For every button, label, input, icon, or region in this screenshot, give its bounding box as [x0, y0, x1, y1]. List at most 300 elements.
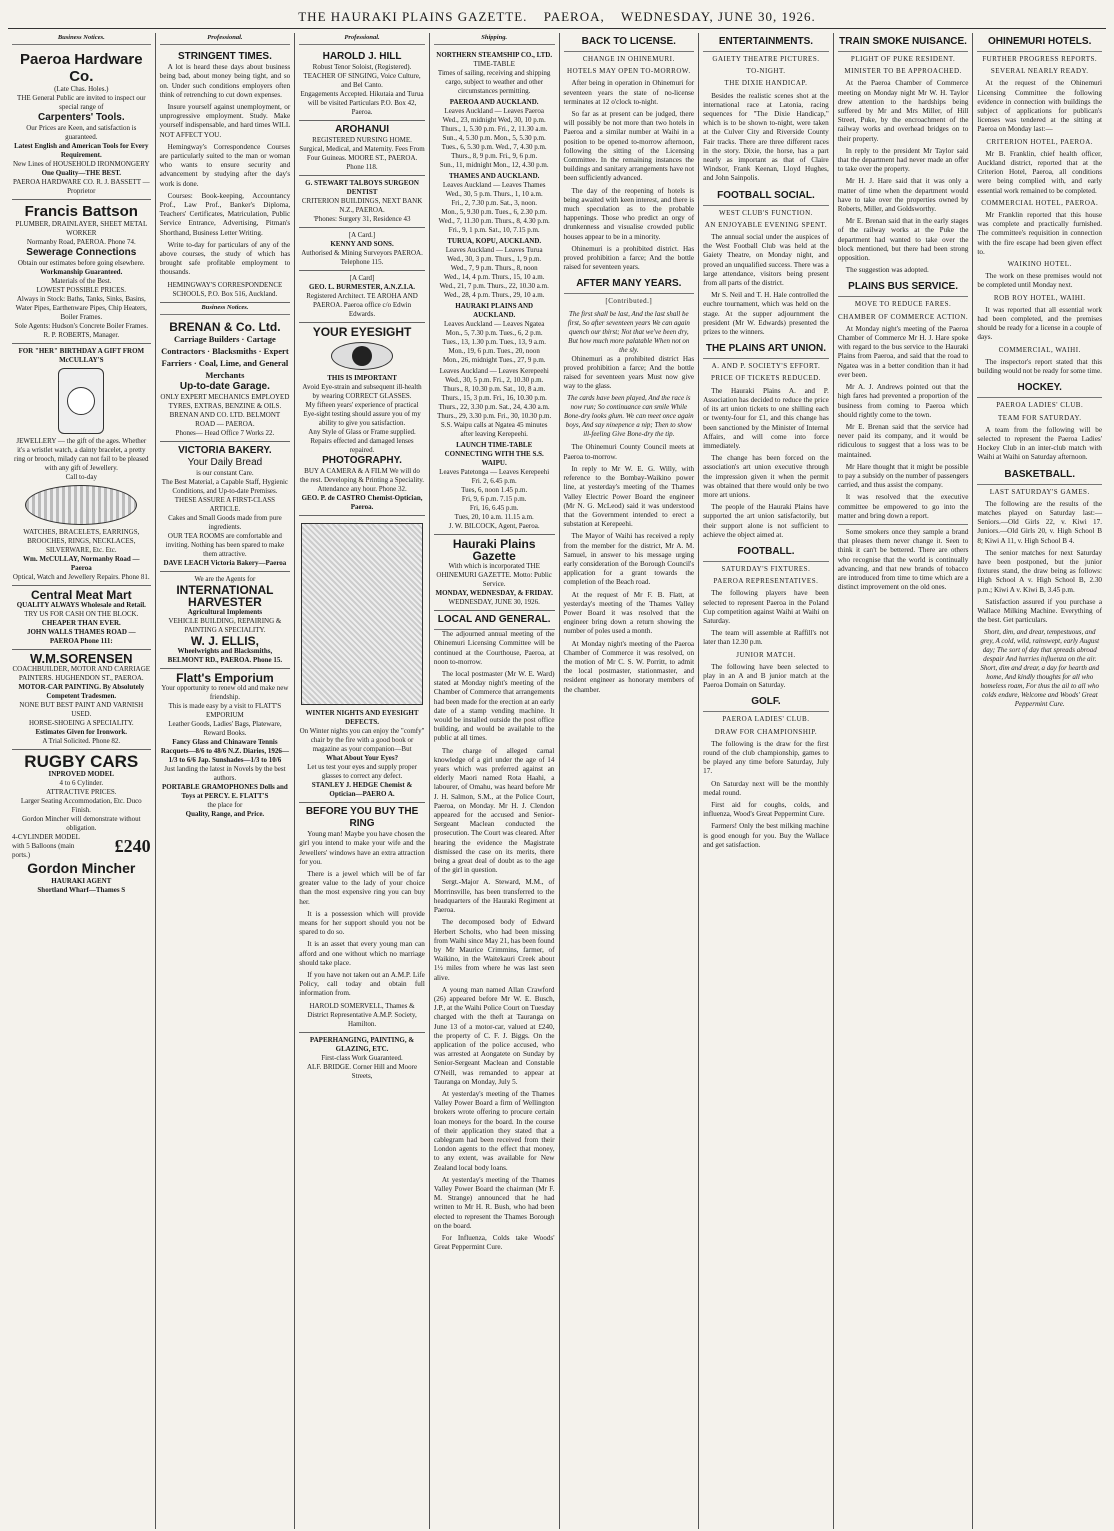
route1-row: Tues., 6, 5.30 p.m. Wed., 7, 4.30 p.m.: [441, 143, 547, 152]
license-p3: The day of the reopening of hotels is being awaited with keen interest, and there is much speculation as to the probable happenings. Those who predict an orgy of drunkenness and visualise crowded public houses appear to be in a minority.: [563, 186, 695, 241]
bakery-bread: Your Daily Bread: [187, 456, 263, 468]
battson-agents: Sole Agents: Hudson's Concrete Boiler Frames.: [14, 322, 149, 331]
art-body: [703, 387, 829, 540]
route4-row: Mon., 26, midnight Tues., 27, 9 p.m.: [442, 356, 546, 365]
fb-sub2: PAEROA REPRESENTATIVES.: [713, 577, 819, 586]
meat-cheaper: CHEAPER THAN EVER.: [41, 619, 121, 628]
after-title: AFTER MANY YEARS.: [564, 275, 695, 294]
hotels-body5: [977, 306, 1102, 343]
winter-ad: [299, 516, 425, 803]
stringent-p2: Insure yourself against unemployment, or unprogressive employment. Study. Make yourself indispensable, and hard times WILL NOT AFFECT YOU.: [159, 103, 291, 139]
fb-p1: The following players have been selected to represent Paeroa in the Poland Cup competition against Waihi at Waihi on Saturday.: [703, 589, 829, 625]
route2-row: Leaves Auckland — Leaves Thames: [442, 181, 546, 190]
battson-stock: Always in Stock: Baths, Tanks, Sinks, Basins, Water Pipes, Earthenware Pipes, Chip Heaters, Boiler Frames.: [15, 295, 147, 322]
hockey-title: HOCKEY.: [977, 379, 1102, 398]
portrait-illustration: [301, 523, 423, 705]
launch-agent: J. W. BILCOCK, Agent, Paeroa.: [448, 522, 540, 531]
paper-date: WEDNESDAY, JUNE 30, 1926.: [621, 9, 816, 24]
football-body: [703, 233, 829, 337]
sorensen-horse: HORSE-SHOEING A SPECIALITY.: [28, 719, 134, 728]
hill-eng: Engagements Accepted. Hikutaia and Turua will be visited Particulars P.O. Box 42, Paeroa.: [300, 90, 424, 117]
mccullay-trade: Optical, Watch and Jewellery Repairs. Phone 81.: [12, 573, 150, 582]
rugby-demo: Gordon Mincher will demonstrate without obligation.: [22, 815, 141, 833]
hotels-sub2: SEVERAL NEARLY READY.: [990, 67, 1089, 76]
garage-phones: Phones— Head Office 7 Works 22.: [175, 428, 275, 437]
local-title: LOCAL AND GENERAL.: [434, 611, 555, 630]
stringent-body: [160, 63, 291, 277]
football-sub: WEST CLUB'S FUNCTION.: [719, 208, 813, 217]
rugby-model: INPROVED MODEL: [48, 770, 115, 779]
meat-title: Central Meat Mart: [30, 588, 132, 603]
bakery-care: is our constant Care.: [196, 468, 254, 477]
hotels-p1: At the request of the Ohinemuri Licensing Committee the following evidence in connection with buildings the subject of applications for publican's licenses was tendered at the sitting at Paeroa on Monday last:—: [977, 79, 1103, 134]
paperhanging-ad: [299, 1033, 425, 1084]
fb-body2: [703, 663, 829, 691]
golf-ad2: Farmers! Only the best milking machine is good enough for you. Buy the Wallace and get satisfaction.: [703, 822, 829, 849]
hemingway: HEMINGWAY'S CORRESPONDENCE SCHOOLS, P.O. Box 516, Auckland.: [167, 280, 283, 298]
license-p1: After being in operation in Ohinemuri for seventeen years the state of no-license terminates at 12 o'clock to-night.: [563, 79, 695, 106]
battson-ad: [12, 200, 151, 344]
ohin-p4: At the request of Mr F. B. Flatt, at yesterday's meeting of the Thames Valley Power Board it was resolved that the engineer bring down a return showing the number of poles used a month.: [563, 590, 695, 636]
winter-eyes: What About Your Eyes?: [325, 754, 399, 763]
fb-body: [703, 589, 829, 647]
hardware-text2: Our Prices are Keen, and satisfaction is guaranteed.: [26, 124, 137, 142]
battson-sewer-text: Obtain our estimates before going elsewhere.: [17, 259, 145, 268]
burm-card: [A Card]: [349, 274, 375, 283]
bus-title: PLAINS BUS SERVICE.: [838, 278, 969, 297]
license-p2: So far as at present can be judged, there will possibly be not more than two hotels in Paeroa and a similar number at Waihi in a position to be opened to-morrow afternoon, following the sitting of the Licensing Committee. In the remaining instances the buildings and sanitary arrangements have not been sufficiently advanced.: [563, 110, 695, 183]
mincher-addr: Shortland Wharf—Thames S: [37, 886, 126, 895]
hotels-sub: FURTHER PROGRESS REPORTS.: [982, 55, 1098, 63]
route1-row: Thurs., 1, 5.30 p.m. Fri., 2, 11.30 a.m.: [440, 125, 548, 134]
local-p3: The charge of alleged carnal knowledge of a girl under the age of 14 years which was preferred against an elderly Maori named Rota Haahi, a labourer, of Omahu, was heard before Mr J. H. Salmon, S.M., at the Police Court, Paeroa, on Monday. Mr H. J. Clendon appeared for the accused and Senior-Sergeant Maclean conducted the prosecution. The Court was cleared. After hearing the evidence the Magistrate dismissed the case on its merits, there being a great deal of doubt as to the age of the girl in question.: [433, 746, 555, 875]
meat-try: TRY US FOR CASH ON THE BLOCK.: [24, 610, 139, 619]
basket-p1: The following are the results of the matches played on Saturday last:— Seniors.—Old Girls 22, v. Kiwi 17. Juniors.—Old Girls 20, v. High School B 8; Kiwi A 11, v. High School B 4.: [977, 499, 1103, 545]
hotels-p3: Mr Franklin reported that this house was complete and practically furnished. The committee's requisition in connection with the fire escape had been given effect to.: [977, 211, 1103, 256]
poem-ad: Short, dim, and drear, tempestuous, and grey, A cold, wild, rainswept, early August day; The sort of day that spreads abroad despair And hurries influenza on the air. Short, dim and drear, a day for hearth and home, And kindly thoughts for all who homeless roam, For thus the ail to all who colds endure, Welcome and Woods' Great Peppermint Cure.: [980, 628, 1100, 709]
ent-tonight: TO-NIGHT.: [746, 67, 786, 76]
hardware-title: Paeroa Hardware Co.: [20, 51, 143, 86]
art-sub: A. AND P. SOCIETY'S EFFORT.: [711, 362, 821, 371]
rugby-price: £240: [114, 836, 151, 857]
garage-items: TYRES, EXTRAS, BENZINE & OILS.: [168, 401, 282, 410]
bus-sub2: CHAMBER OF COMMERCE ACTION.: [837, 312, 969, 321]
route2-row: Fri., 2, 7.30 p.m. Sat., 3, noon.: [451, 199, 537, 208]
hill-title: HAROLD J. HILL: [322, 51, 402, 63]
hockey-body: [977, 426, 1102, 463]
route3-row: Wed., 28, 4 p.m. Thurs., 29, 10 a.m.: [443, 291, 545, 300]
football-sub2: AN ENJOYABLE EVENING SPENT.: [704, 220, 828, 229]
license-p4: Ohinemuri is a prohibited district. Has proved prohibition a farce; And the bottle raised for seventeen years.: [563, 244, 695, 272]
bus-p5: It was resolved that the executive committee be empowered to go into the matter and bring down a report.: [837, 493, 969, 520]
stringent-p5: Write to-day for particulars of any of the above courses, the study of which has brought safe profitable employment to thousands.: [159, 240, 291, 277]
smoke-sub2: MINISTER TO BE APPROACHED.: [844, 67, 962, 76]
column-7: [834, 33, 974, 1529]
battson-materials: Materials of the Best.: [51, 277, 112, 286]
column-6: [699, 33, 834, 1529]
column-5: [560, 33, 700, 1529]
battson-work: Workmanship Guaranteed.: [40, 268, 123, 277]
hotels-body4: [977, 272, 1102, 290]
sorensen-title: W.M.SORENSEN: [30, 651, 133, 667]
ring-ad: [299, 803, 425, 1032]
harvester-agents: We are the Agents for: [194, 574, 256, 583]
sorensen-trade: COACHBUILDER, MOTOR AND CARRIAGE PAINTERS. HUGHENDON ST., PAEROA.: [12, 665, 151, 683]
license-sub2: HOTELS MAY OPEN TO-MORROW.: [567, 67, 691, 76]
burm-text: Registered Architect. TE AROHA AND PAEROA. Paeroa office c/o Edwin Edwards.: [306, 292, 418, 319]
meat-name: JOHN WALLS THAMES ROAD — PAEROA Phone 111:: [26, 628, 136, 646]
hotels-crit: CRITERION HOTEL, PAEROA.: [986, 137, 1094, 146]
fb-sub: SATURDAY'S FIXTURES.: [721, 564, 811, 573]
golf-title: GOLF.: [703, 693, 829, 712]
mincher-agent: HAURAKI AGENT: [51, 877, 112, 886]
stewart-addr: CRITERION BUILDINGS, NEXT BANK N.Z., PAEROA.: [301, 197, 423, 215]
route4-row: Tues., 13, 1.30 p.m. Tues., 13, 9 a.m.: [442, 338, 546, 347]
gazette-text: With which is incorporated THE OHINEMURI GAZETTE. Motto: Public Service.: [436, 562, 552, 589]
ent-body: [703, 92, 829, 184]
hotels-p6: The inspector's report stated that this building would not be ready for some time.: [977, 357, 1103, 376]
mccullay-ad: [12, 344, 151, 586]
hotels-body: [977, 79, 1102, 134]
golf-sub: PAEROA LADIES' CLUB.: [722, 715, 810, 724]
column-4: [430, 33, 560, 1529]
columns: [8, 33, 1106, 1529]
kenny-title: KENNY AND SONS.: [330, 240, 394, 249]
column-8: [973, 33, 1106, 1529]
fb-p3: The following have been selected to play in an A and B junior match at the Paeroa Domain on Saturday.: [703, 662, 829, 690]
ring-title: BEFORE YOU BUY THE RING: [305, 806, 419, 830]
route1-row: Leaves Auckland — Leaves Paeroa: [444, 107, 544, 116]
smoke-title: TRAIN SMOKE NUISANCE.: [838, 33, 969, 52]
after-p1: Ohinemuri as a prohibited district Has proved prohibition a farce; And the bottle raised for seventeen years Must now give way to the glass.: [563, 354, 695, 391]
burm-title: GEO. L. BURMESTER, A.N.Z.I.A.: [309, 283, 416, 292]
mccullay-items: WATCHES, BRACELETS, EARRINGS, BROOCHES, RINGS, NECKLACES, SILVERWARE, Etc. Etc.: [23, 528, 140, 555]
launch-row: Fri, 16, 6.45 p.m.: [469, 504, 519, 513]
local-p6: A young man named Allan Crawford (26) appeared before Mr W. E. Busch, J.P., at the Waihi Police Court on Tuesday charged with the theft at Tauranga on June 13 of a motor-car, valued at £240, the property of C. F. J. Biggs. On the application of the police accused, who was arrested at Aongatete on Sunday by Senior-Sergeant Maclean and Constable O'Neill, was remanded to appear at Tauranga on Monday, July 5.: [433, 985, 555, 1086]
golf-sub2: DRAW FOR CHAMPIONSHIP.: [714, 727, 818, 736]
ent-sub: GAIETY THEATRE PICTURES.: [712, 55, 820, 63]
ohin-p2: In reply to Mr W. E. G. Willy, with reference to the Bombay-Waikino power line, at yesterday's meeting of the Thames Valley Electric Power Board the engineer (Mr N. G. McLeod) said it was understood that the Government intended to erect a substation at Kerepeehi.: [563, 464, 695, 529]
rugby-cyl: 4 to 6 Cylinder.: [59, 779, 104, 788]
local-p8: At yesterday's meeting of the Thames Valley Power Board the chairman (Mr F. M. Strange) announced that he had written to Mr H. R. Bush, who had been elected to represent the Thames Borough on the board.: [433, 1175, 555, 1230]
bus-p2: Mr A. J. Andrews pointed out that the high fares had prevented a proportion of the business from coming to Paeroa which should rightly come to the town.: [837, 383, 969, 419]
watch-illustration: [58, 368, 104, 434]
basket-sub: LAST SATURDAY'S GAMES.: [989, 487, 1090, 496]
ship-title: NORTHERN STEAMSHIP CO., LTD.: [436, 51, 553, 60]
column-header: Professional.: [160, 33, 291, 45]
smoke-p2: In reply to the president Mr Taylor said that the department had never made an offer to take over the property.: [837, 146, 969, 174]
mincher-title: Gordon Mincher: [27, 860, 136, 877]
route3-row: Wed., 14, 4 p.m. Thurs., 15, 10 a.m.: [443, 273, 545, 282]
rugby-price-row: [12, 833, 151, 860]
eye-text3: Any Style of Glass or Frame supplied. Repairs effected and damaged lenses repaired.: [308, 428, 416, 455]
brenan-title: BRENAN & Co. Ltd.: [169, 319, 281, 334]
route5-note: S.S. Waipu calls at Ngatea 45 minutes after leaving Kerepeehi.: [440, 421, 548, 439]
paper-text: First-class Work Guaranteed.: [321, 1053, 403, 1062]
bus-p3: Mr E. Brenan said that the service had never paid its company, and it would be ridiculous to suggest that a loss was to be maintained.: [837, 422, 969, 459]
route1-row: Sun., 11, midnight Mon., 12, 4.30 p.m.: [439, 161, 549, 170]
flatt-text: Your opportunity to renew old and make new friendship.: [161, 683, 289, 701]
golf-body: [703, 740, 829, 850]
smoke-p5: The suggestion was adopted.: [845, 266, 929, 275]
shipping-ad: [434, 48, 555, 535]
somervell: HAROLD SOMERVELL, Thames & District Representative A.M.P. Society, Hamilton.: [307, 1001, 417, 1028]
smoke-sub: PLIGHT OF PUKE RESIDENT.: [850, 55, 956, 63]
brenan-lines: Carriage Builders · Cartage Contractors · Blacksmiths · Expert Farriers · Coal, Lime, and General Merchants: [161, 333, 289, 380]
harvester-sub: Agricultural Implements: [187, 607, 263, 616]
smoke-body: [838, 79, 969, 275]
mccullay-call: Call to-day: [65, 473, 97, 482]
masthead: [8, 6, 1106, 29]
hotels-body6: [977, 358, 1102, 376]
stewart-ad: [299, 176, 425, 228]
license-title: BACK TO LICENSE.: [564, 33, 695, 52]
route5-row: Thurs., 22, 3.30 p.m. Sat., 24, 4.30 a.m.: [438, 403, 550, 412]
kenny-card: [A Card.]: [348, 231, 376, 240]
route5-row: Thurs., 29, 3.30 p.m. Fri., 30, 10.30 p.m.: [437, 412, 552, 421]
bus-sub: MOVE TO REDUCE FARES.: [854, 300, 952, 309]
hedge: STANLEY J. HEDGE Chemist & Optician—PAERO A.: [311, 781, 413, 799]
after-poem: The first shall be last, And the last shall be first, So after seventeen years We can again quench our thirst; Not that we've been dry, But how much more palatable When not on the sly.: [567, 309, 690, 354]
column-header-2: Business Notices.: [160, 303, 291, 315]
hardware-bold: Latest English and American Tools for Every Requirement.: [14, 142, 149, 160]
eye-title: YOUR EYESIGHT: [312, 325, 412, 340]
column-header: Professional.: [299, 33, 425, 45]
route3-row: Wed., 21, 7 p.m. Thurs., 22, 10.30 a.m.: [439, 282, 549, 291]
route2-row: Mon., 5, 9.30 p.m. Tues., 6, 2.30 p.m.: [441, 208, 547, 217]
mccullay-title: FOR "HER" BIRTHDAY A GIFT FROM McCULLAY'S: [18, 347, 145, 365]
bus-p1: At Monday night's meeting of the Paeroa Chamber of Commerce Mr H. J. Hare spoke with regard to the bus service to the Hauraki Plains from Paeroa, and said that the road to Ngatea was in a better condition than it had ever been.: [837, 324, 969, 379]
bakery-name: DAVE LEACH Victoria Bakery—Paeroa: [163, 558, 287, 567]
ring-p1: Young man! Maybe you have chosen the girl you intend to make your wife and the Jewellers' windows have an extra attraction for you.: [299, 830, 425, 866]
column-2: [156, 33, 296, 1529]
local-p4: Sergt.-Major A. Steward, M.M., of Morrinsville, has been transferred to the headquarters of the Hauraki Regiment at Paeroa.: [433, 878, 555, 915]
after-poem2: The cards have been played, And the race is now run; So continuance can smile While Bone-dry looks glum. We can meet once again boys, And say ninepence a nip; Then to show ill-feeling Give Bone-dry the tip.: [564, 394, 694, 439]
photo-text: BUY A CAMERA & A FILM We will do the rest. Developing & Printing a Speciality. Attendance any hour. Phone 32.: [300, 467, 425, 494]
hardware-ad: [12, 48, 151, 200]
flatt-goods: Leather Goods, Ladies' Bags, Plateware, Reward Books.: [168, 719, 282, 737]
mccullay-name: Wm. McCULLAY, Normanby Road — Paeroa: [23, 555, 140, 573]
ohin-body: [564, 443, 695, 694]
ring-p3: It is a possession which will provide means for her support should you not be spared to do so.: [299, 909, 425, 937]
garage-title: Up-to-date Garage.: [179, 380, 270, 392]
launch-row: Leaves Patetonga — Leaves Kerepeehi: [439, 468, 550, 477]
rugby-seating: Larger Seating Accommodation, Etc. Duco Finish.: [20, 797, 142, 815]
ohin-p1: The Ohinemuri County Council meets at Paeroa to-morrow.: [563, 443, 695, 461]
flatt-ad: [160, 669, 291, 822]
golf-p1: The following is the draw for the first round of the club championship, games to be played any time before Saturday, July 17.: [703, 739, 829, 776]
route2: THAMES AND AUCKLAND.: [448, 172, 540, 181]
stringent-p3: Hemingway's Correspondence Courses are particularly suited to the man or woman who wants to ensure security and advancement by studying after the day's work is done.: [159, 142, 291, 188]
ship-tt: TIME-TABLE: [473, 60, 515, 69]
arohanui-text: REGISTERED NURSING HOME. Surgical, Medical, and Maternity. Fees From Four Guineas. MOORE ST., PAEROA. Phone 118.: [299, 136, 425, 172]
ship-text: Times of sailing, receiving and shipping cargo, subject to weather and other circumstances permitting.: [437, 69, 551, 96]
smoke-p4: Mr E. Brenan said that in the early stages of the railway works at the Puke the department had wanted to take over the block mentioned, but there had been strong opposition.: [837, 217, 969, 263]
basket-body: [977, 500, 1102, 626]
hardware-owner: PAEROA HARDWARE CO. R. J. BASSETT — Proprietor: [12, 178, 150, 196]
paper-place: PAEROA,: [543, 9, 605, 24]
smoke-ad-body: [838, 524, 969, 592]
photo-title: PHOTOGRAPHY.: [322, 455, 402, 467]
eye-text2: My fifteen years' experience of practical Eye-sight testing should assure you of my ability to give you satisfaction.: [303, 401, 421, 428]
harvester-vehicle: VEHICLE BUILDING, REPAIRING & PAINTING A SPECIALITY.: [168, 616, 282, 634]
brenan-ad: [160, 318, 291, 442]
sorensen-ad: [12, 650, 151, 750]
fb-junior: JUNIOR MATCH.: [736, 650, 796, 659]
football-p1: The annual social under the auspices of the West Football Club was held at the Gaiety Theatre, on Monday night, and proved an unqualified success. There was a large attendance, visitors being present from all parts of the district.: [703, 233, 829, 288]
route1-row: Thurs., 8, 9 p.m. Fri., 9, 6 p.m.: [451, 152, 538, 161]
hotels-waikino: WAIKINO HOTEL.: [1007, 260, 1072, 269]
route2-row: Wed., 7, 11.30 p.m. Thurs., 8, 4.30 p.m.: [438, 217, 550, 226]
paper-title: THE HAURAKI PLAINS GAZETTE.: [298, 9, 528, 24]
route3-row: Leaves Auckland — Leaves Turua: [445, 246, 543, 255]
fb-title: FOOTBALL.: [703, 543, 829, 562]
arohanui-ad: [299, 121, 425, 176]
kenny-text: Authorised & Mining Surveyors PAEROA. Telephone 115.: [301, 249, 423, 267]
castro-title: GEO. P. de CASTRO Chemist-Optician, Paeroa.: [301, 494, 423, 512]
ellis-title: W. J. ELLIS,: [190, 633, 259, 648]
hotels-rob: ROB ROY HOTEL, WAIHI.: [993, 293, 1086, 302]
flatt-quality: Quality, Range, and Price.: [185, 809, 265, 818]
route4-row: Mon., 5, 7.30 p.m. Tues., 6, 2 p.m.: [445, 329, 543, 338]
gazette-date: WEDNESDAY, JUNE 30, 1926.: [448, 598, 540, 607]
harvester-title: INTERNATIONAL HARVESTER: [176, 582, 274, 609]
flatt-gram: PORTABLE GRAMOPHONES Dolls and Toys at PERCY. E. FLATT'S: [161, 782, 288, 800]
flatt-novels: Just landing the latest in Novels by the best authors.: [164, 764, 286, 782]
battson-manager: R. P. ROBERTS, Manager.: [43, 331, 120, 340]
route5-row: Leaves Auckland — Leaves Kerepeehi: [439, 367, 549, 376]
launch-row: Fri, 9, 6 p.m. 7.15 p.m.: [461, 495, 527, 504]
art-title: THE PLAINS ART UNION.: [703, 340, 829, 359]
battson-title: Francis Battson: [24, 203, 138, 221]
art-p2: The change has been forced on the association's art union executive through the impression given it when the permit was obtained that there would only be two more art unions.: [703, 454, 829, 499]
eye-text: Avoid Eye-strain and subsequent ill-health by wearing CORRECT GLASSES.: [302, 383, 422, 401]
winter-text: On Winter nights you can enjoy the "comfy" chair by the fire with a good book or magazine as your companion—But: [299, 727, 425, 754]
battson-prices: LOWEST POSSIBLE PRICES.: [36, 286, 127, 295]
stringent-title: STRINGENT TIMES.: [177, 51, 272, 63]
rugby-ad: [12, 750, 151, 898]
hockey-sub: PAEROA LADIES' CLUB.: [996, 401, 1084, 410]
launch-title: LAUNCH TIME-TABLE CONNECTING WITH THE S.S. WAIPU.: [444, 441, 544, 468]
route4-row: Mon., 19, 6 p.m. Tues., 20, noon: [448, 347, 540, 356]
ring-p4: It is an asset that every young man can afford and one without which no marriage should take place.: [299, 940, 425, 967]
bus-body: [838, 325, 969, 521]
stewart-phone: 'Phones: Surgery 31, Residence 43: [313, 215, 411, 224]
hockey-p1: A team from the following will be selected to represent the Paeroa Ladies' Hockey Club in an inter-club match with Waihi at Waihi on Saturday afternoon.: [977, 425, 1103, 462]
portrait-caption: WINTER NIGHTS AND EYESIGHT DEFECTS.: [305, 709, 419, 727]
smoke-p1: At the Paeroa Chamber of Commerce meeting on Monday night Mr W. H. Taylor drew attention to the hardships being suffered by Mr and Mrs Miller, of Hill Street, Puke, by the encroachment of the railway works and overhead bridges on to their property.: [837, 79, 969, 143]
burmester-ad: [299, 271, 425, 323]
stringent-p1: A lot is heard these days about business being bad, about money being tight, and so on. Under such conditions employers often think of retrenching to cut down expenses.: [159, 63, 291, 99]
bus-p4: Mr Hare thought that it might be possible to pay a subsidy on the number of passengers carried, and thus assist the company.: [837, 462, 969, 490]
bakery-cakes: Cakes and Small Goods made from pure ingredients.: [168, 513, 282, 531]
hockey-sub2: TEAM FOR SATURDAY.: [997, 413, 1082, 422]
gazette-box: [434, 535, 555, 611]
ohin-p5: At Monday night's meeting of the Paeroa Chamber of Commerce it was resolved, on the motion of Mr C. S. W. Porritt, to admit the local postmaster, stationmaster, and resident engineer as honorary members of the chamber.: [563, 639, 695, 694]
ent-p1: Besides the realistic scenes shot at the international race at Latonia, racing sequences for "The Dixie Handicap," which is to be shown to-night, were taken at the Culver City and Riverside County Fair tracks. There are three different races in the story. Dixie, the horse, has a part nearly as important as that of Claire Windsor, Frank Keenan, Lloyd Hughes, and John Sainpolis.: [703, 91, 829, 183]
art-p3: The people of the Hauraki Plains have supported the art union satisfactorily, but their support alone is not sufficient to achieve the object aimed at.: [703, 503, 829, 539]
mccullay-text: JEWELLERY — the gift of the ages. Whether it's a wristlet watch, a dainty bracelet, a pretty ring or brooch, milady can not fail to be pleased with any gift of Jewellery.: [14, 437, 149, 473]
sorensen-best: NONE BUT BEST PAINT AND VARNISH USED.: [19, 701, 144, 719]
local-p7: At yesterday's meeting of the Thames Valley Power Board a firm of Wellington brokers wrote offering to procure certain loan moneys for the board. In the course of their application they stated that a cablegram had been received from their London agents to the effect that money, to any extent, was available for New Zealand local body loans.: [433, 1089, 555, 1172]
garage-name: BRENAN AND CO. LTD. BELMONT ROAD — PAEROA.: [169, 410, 281, 428]
ent-title: ENTERTAINMENTS.: [703, 33, 829, 52]
stewart-title: G. STEWART TALBOYS SURGEON DENTIST: [305, 179, 419, 197]
gazette-title: Hauraki Plains Gazette: [452, 537, 536, 564]
route2-row: Wed., 30, 5 p.m. Thurs., 1, 10 a.m.: [445, 190, 543, 199]
route5-row: Wed., 30, 5 p.m. Fri., 2, 10.30 p.m.: [445, 376, 544, 385]
ring-p5: If you have not taken out an A.M.P. Life Policy, call today and obtain full information from.: [299, 971, 425, 998]
eye-important: THIS IS IMPORTANT: [327, 374, 397, 383]
rugby-prices: ATTRACTIVE PRICES.: [46, 788, 117, 797]
stringent-p4: Courses: Book-keeping, Accountancy Prof., Law Prof., Banker's Diploma, Teachers' Certificates, Matriculation, Public Service Entrance, Advertising, Pitman's Shorthand, Business Letter Writing.: [159, 191, 291, 237]
route1: PAEROA AND AUCKLAND.: [449, 98, 539, 107]
art-sub2: PRICE OF TICKETS REDUCED.: [710, 374, 821, 383]
hill-text: Robust Tenor Soloist, (Registered). TEACHER OF SINGING, Voice Culture, and Bel Canto.: [303, 63, 421, 90]
column-1: [8, 33, 156, 1529]
winter-test: Let us test your eyes and supply proper glasses to correct any defect.: [307, 763, 417, 781]
battson-trade: PLUMBER, DRAINLAYER, SHEET METAL WORKER: [15, 220, 148, 238]
garage-text: ONLY EXPERT MECHANICS EMPLOYED: [160, 392, 290, 401]
sorensen-trial: A Trial Solicited. Phone 82.: [42, 737, 121, 746]
sorensen-iron: Estimates Given for Ironwork.: [35, 728, 128, 737]
ent-dixie: THE DIXIE HANDICAP.: [724, 79, 808, 88]
route1-row: Sun., 4, 5.30 p.m. Mon., 5, 5.30 p.m.: [442, 134, 546, 143]
route3-row: Wed., 30, 3 p.m. Thurs., 1, 9 p.m.: [447, 255, 542, 264]
hill-ad: [299, 48, 425, 121]
flatt-easy: This is made easy by a visit to FLATT'S EMPORIUM: [168, 701, 282, 719]
ohin-p3: The Mayor of Waihi has received a reply from the member for the district, Mr A. M. Samuel, in answer to his message urging early consideration of the Borough Council's application for a grant towards the completion of the Beach road.: [563, 532, 695, 587]
hotels-body3: [977, 211, 1102, 257]
stringent-ad: [160, 48, 291, 302]
hardware-quality: One Quality—THE BEST.: [41, 169, 121, 178]
route3: TURUA, KOPU, AUCKLAND.: [447, 237, 542, 246]
harvester-ad: [160, 572, 291, 669]
ring-body: [299, 830, 425, 998]
football-title: FOOTBALL SOCIAL.: [703, 187, 829, 206]
hotels-p4: The work on these premises would not be completed until Monday next.: [977, 272, 1103, 290]
route5-row: Thurs., 8, 10.30 p.m. Sat., 10, 8 a.m.: [443, 385, 546, 394]
battson-sewer: Sewerage Connections: [26, 247, 137, 259]
battson-addr: Normanby Road, PAEROA. Phone 74.: [26, 238, 136, 247]
after-sub: [Contributed.]: [605, 297, 653, 306]
basket-title: BASKETBALL.: [977, 466, 1102, 485]
hardware-text: THE General Public are invited to inspect our special range of: [17, 94, 146, 112]
after-body: [564, 355, 695, 392]
route3-row: Wed., 7, 9 p.m. Thurs., 8, noon: [450, 264, 538, 273]
local-p5: The decomposed body of Edward Herbert Scholts, who had been missing from Waihi since May 21, has been found by Mr Maurice Crimmins, farmer, of Waikino, in the Waitekauri Creek about 1½ miles from where he was last seen alive.: [433, 918, 555, 982]
route4-row: Leaves Auckland — Leaves Ngatea: [444, 320, 545, 329]
fb-p2: The team will assemble at Raffill's not later than 12.30 p.m.: [703, 629, 829, 647]
license-sub: CHANGE IN OHINEMURI.: [582, 55, 675, 63]
kenny-ad: [299, 228, 425, 271]
route5-row: Thurs., 15, 3 p.m. Fri., 16, 10.30 p.m.: [441, 394, 547, 403]
hotels-body2: [977, 150, 1102, 196]
route1-row: Wed., 23, midnight Wed, 30, 10 p.m.: [442, 116, 546, 125]
hardware-big: Carpenters' Tools.: [37, 112, 125, 124]
sorensen-motor: MOTOR-CAR PAINTING. By Absolutely Competent Tradesmen.: [18, 683, 145, 701]
meat-quality: QUALITY ALWAYS Wholesale and Retail.: [16, 601, 146, 610]
rugby-title: RUGBY CARS: [24, 752, 139, 772]
hardware-sub: (Late Chas. Holes.): [54, 85, 109, 94]
bracelet-illustration: [25, 485, 137, 525]
hotels-comm2: COMMERCIAL, WAIHI.: [998, 345, 1081, 354]
eye-icon: [331, 342, 393, 370]
hardware-text3: New Lines of HOUSEHOLD IRONMONGERY: [13, 160, 150, 169]
local-body: [434, 630, 555, 1252]
meat-ad: [12, 586, 151, 650]
ellis-trade: Wheelwrights and Blacksmiths,: [177, 646, 273, 655]
